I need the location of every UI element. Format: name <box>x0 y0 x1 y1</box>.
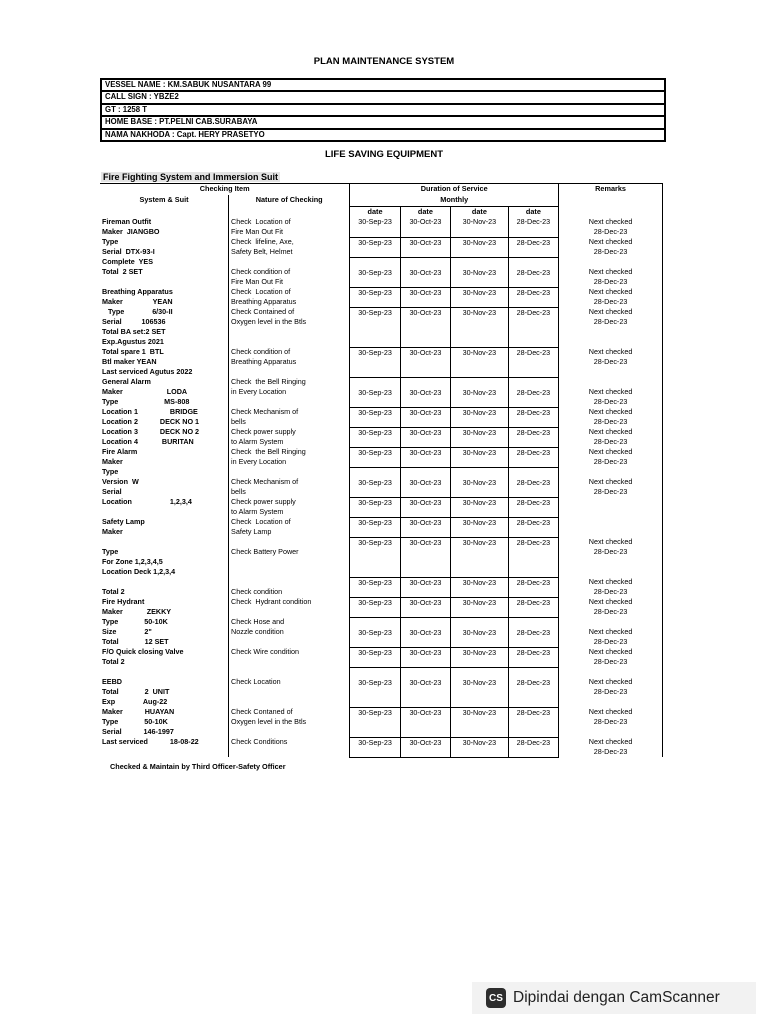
remarks-cell: Next checked 28-Dec-23 <box>559 447 663 467</box>
date-cell: 28-Dec-23 <box>508 237 558 257</box>
date-cell: 28-Dec-23 <box>508 617 558 647</box>
table-row <box>100 307 663 347</box>
nature-cell: Check Battery Power <box>229 537 350 577</box>
date-cell: 28-Dec-23 <box>508 537 558 577</box>
date-header: date <box>508 207 558 218</box>
table-row <box>100 577 663 597</box>
date-cell: 30-Oct-23 <box>400 427 450 447</box>
system-suit-header: System & Suit <box>139 195 189 204</box>
system-cell: EEBD Total 2 UNIT Exp Aug-22 <box>102 677 170 706</box>
date-cell: 28-Dec-23 <box>508 377 558 407</box>
date-cell: 28-Dec-23 <box>508 447 558 467</box>
date-cell: 30-Sep-23 <box>350 347 400 377</box>
date-cell: 30-Nov-23 <box>451 537 509 577</box>
table-heading: Fire Fighting System and Immersion Suit <box>103 172 279 182</box>
date-cell: 30-Sep-23 <box>350 737 400 757</box>
remarks-cell: Next checked 28-Dec-23 <box>559 427 663 447</box>
date-cell: 30-Sep-23 <box>350 407 400 427</box>
date-cell: 30-Oct-23 <box>400 617 450 647</box>
table-row <box>100 707 663 737</box>
nature-cell: Check the Bell Ringing in Every Location <box>229 447 350 467</box>
date-cell: 30-Sep-23 <box>350 707 400 737</box>
document-title: PLAN MAINTENANCE SYSTEM <box>313 56 455 67</box>
table-row <box>100 517 663 537</box>
date-cell: 30-Sep-23 <box>350 427 400 447</box>
date-cell: 30-Oct-23 <box>400 377 450 407</box>
date-cell: 30-Sep-23 <box>350 237 400 257</box>
date-cell: 30-Sep-23 <box>350 467 400 497</box>
date-cell: 30-Oct-23 <box>400 447 450 467</box>
remarks-cell: Next checked 28-Dec-23 <box>559 617 663 647</box>
table-row <box>100 737 663 757</box>
nature-cell: Check lifeline, Axe, Safety Belt, Helmet <box>229 237 350 257</box>
date-cell: 30-Nov-23 <box>451 597 509 617</box>
date-cell: 30-Sep-23 <box>350 667 400 707</box>
date-cell: 30-Nov-23 <box>451 617 509 647</box>
table-row <box>100 377 663 407</box>
remarks-cell: Next checked 28-Dec-23 <box>559 407 663 427</box>
date-cell: 30-Oct-23 <box>400 407 450 427</box>
date-cell: 28-Dec-23 <box>508 737 558 757</box>
section-heading: LIFE SAVING EQUIPMENT <box>324 149 444 160</box>
system-cell: Location 3 DECK NO 2 Location 4 BURITAN <box>102 427 200 446</box>
date-cell: 30-Sep-23 <box>350 537 400 577</box>
remarks-header: Remarks <box>559 184 663 207</box>
date-cell: 30-Nov-23 <box>451 577 509 597</box>
nature-cell: Check Wire condition <box>229 647 350 667</box>
table-row <box>100 347 663 377</box>
nature-cell: Check the Bell Ringing in Every Location <box>229 377 350 407</box>
date-cell: 28-Dec-23 <box>508 597 558 617</box>
date-cell: 28-Dec-23 <box>508 407 558 427</box>
remarks-cell: Next checked 28-Dec-23 <box>559 467 663 497</box>
remarks-cell: Next checked 28-Dec-23 <box>559 647 663 667</box>
date-cell: 30-Oct-23 <box>400 517 450 537</box>
remarks-cell: Next checked 28-Dec-23 <box>559 577 663 597</box>
system-cell: Type For Zone 1,2,3,4,5 Location Deck 1,2,3,4 <box>102 547 176 576</box>
home-base: HOME BASE : PT.PELNI CAB.SURABAYA <box>102 117 664 129</box>
watermark-text: Dipindai dengan CamScanner <box>513 989 720 1006</box>
date-cell: 30-Nov-23 <box>451 467 509 497</box>
nature-cell: Check condition of Fire Man Out Fit <box>229 257 350 287</box>
date-cell: 30-Oct-23 <box>400 537 450 577</box>
footer-signature: Checked & Maintain by Third Officer-Safety Officer <box>110 762 286 771</box>
date-cell: 28-Dec-23 <box>508 517 558 537</box>
table-row <box>100 257 663 287</box>
system-cell: Maker HUAYAN Type 50-10K Serial 146-1997 <box>102 707 175 736</box>
date-cell: 30-Oct-23 <box>400 347 450 377</box>
nature-cell: Check power supply to Alarm System <box>229 427 350 447</box>
system-cell: Fire Hydrant Maker ZEKKY <box>102 597 172 616</box>
nature-cell: Check Conditions <box>229 737 350 757</box>
system-cell: Type 50-10K Size 2" Total 12 SET <box>102 617 169 646</box>
remarks-cell: Next checked 28-Dec-23 <box>559 307 663 347</box>
vessel-name: VESSEL NAME : KM.SABUK NUSANTARA 99 <box>102 80 664 92</box>
table-row <box>100 537 663 577</box>
gross-tonnage: GT : 1258 T <box>102 105 664 117</box>
date-cell: 30-Sep-23 <box>350 257 400 287</box>
maintenance-table <box>100 183 663 758</box>
remarks-cell: Next checked 28-Dec-23 <box>559 707 663 737</box>
date-cell: 30-Nov-23 <box>451 427 509 447</box>
date-cell: 30-Nov-23 <box>451 347 509 377</box>
date-cell: 30-Nov-23 <box>451 307 509 347</box>
nature-cell: Check power supply to Alarm System <box>229 497 350 517</box>
date-cell: 30-Oct-23 <box>400 257 450 287</box>
remarks-cell: Next checked 28-Dec-23 <box>559 737 663 757</box>
date-cell: 28-Dec-23 <box>508 467 558 497</box>
table-row <box>100 237 663 257</box>
date-cell: 30-Nov-23 <box>451 237 509 257</box>
date-cell: 30-Sep-23 <box>350 447 400 467</box>
remarks-cell: Next checked 28-Dec-23 <box>559 287 663 307</box>
duration-header: Duration of Service <box>350 184 559 196</box>
date-cell: 28-Dec-23 <box>508 577 558 597</box>
date-cell: 30-Nov-23 <box>451 667 509 707</box>
nature-cell: Check Mechanism of bells <box>229 467 350 497</box>
remarks-cell: Next checked 28-Dec-23 <box>559 597 663 617</box>
date-header: date <box>400 207 450 218</box>
system-cell: Type 6/30-II Serial 106536 Total BA set:2 SET Exp.Agustus 2021 <box>102 307 173 346</box>
remarks-cell <box>559 517 663 537</box>
date-cell: 30-Oct-23 <box>400 707 450 737</box>
checking-item-header: Checking Item <box>100 184 350 196</box>
nature-cell: Check condition <box>229 577 350 597</box>
vessel-info-box <box>100 78 666 142</box>
table-row <box>100 447 663 467</box>
date-cell: 28-Dec-23 <box>508 307 558 347</box>
system-cell: Breathing Apparatus Maker YEAN <box>102 287 173 306</box>
date-cell: 30-Nov-23 <box>451 287 509 307</box>
date-cell: 30-Nov-23 <box>451 377 509 407</box>
system-cell: Last serviced 18-08-22 <box>102 737 199 746</box>
date-cell: 30-Nov-23 <box>451 447 509 467</box>
nature-cell: Check Location of Breathing Apparatus <box>229 287 350 307</box>
table-row <box>100 467 663 497</box>
system-cell: Location 1,2,3,4 <box>102 497 192 506</box>
nature-cell: Check Contained of Oxygen level in the Btls <box>229 307 350 347</box>
call-sign: CALL SIGN : YBZE2 <box>102 92 664 104</box>
nature-cell: Check Hose and Nozzle condition <box>229 617 350 647</box>
date-cell: 30-Sep-23 <box>350 497 400 517</box>
remarks-cell: Next checked 28-Dec-23 <box>559 537 663 577</box>
date-cell: 30-Oct-23 <box>400 287 450 307</box>
table-row <box>100 497 663 517</box>
date-header: date <box>451 207 509 218</box>
system-cell: Safety Lamp Maker <box>102 517 145 536</box>
date-cell: 30-Oct-23 <box>400 237 450 257</box>
table-row <box>100 407 663 427</box>
date-cell: 28-Dec-23 <box>508 287 558 307</box>
date-cell: 30-Nov-23 <box>451 707 509 737</box>
date-cell: 30-Nov-23 <box>451 497 509 517</box>
date-cell: 28-Dec-23 <box>508 667 558 707</box>
table-row <box>100 287 663 307</box>
remarks-cell: Next checked 28-Dec-23 <box>559 347 663 377</box>
date-cell: 30-Nov-23 <box>451 647 509 667</box>
system-cell: Type Serial DTX-93-I <box>102 237 155 256</box>
nature-header: Nature of Checking <box>229 195 350 207</box>
system-cell: General Alarm Maker LODA Type MS-808 <box>102 377 190 406</box>
date-cell: 28-Dec-23 <box>508 347 558 377</box>
system-cell: Complete YES Total 2 SET <box>102 257 153 276</box>
table-row <box>100 597 663 617</box>
table-row <box>100 217 663 237</box>
table-row <box>100 427 663 447</box>
system-cell: Type Version W Serial <box>102 467 139 496</box>
system-cell: Total spare 1 BTL Btl maker YEAN Last serviced Agutus 2022 <box>102 347 193 376</box>
date-cell: 30-Oct-23 <box>400 217 450 237</box>
system-cell: F/O Quick closing Valve Total 2 <box>102 647 184 666</box>
date-cell: 30-Sep-23 <box>350 517 400 537</box>
date-cell: 30-Sep-23 <box>350 597 400 617</box>
system-cell: Location 1 BRIDGE Location 2 DECK NO 1 <box>102 407 200 426</box>
date-cell: 28-Dec-23 <box>508 217 558 237</box>
nature-cell: Check Location of Fire Man Out Fit <box>229 217 350 237</box>
date-cell: 28-Dec-23 <box>508 647 558 667</box>
camscanner-watermark <box>472 982 756 1014</box>
system-cell: Total 2 <box>102 587 125 596</box>
date-cell: 30-Nov-23 <box>451 407 509 427</box>
date-cell: 28-Dec-23 <box>508 497 558 517</box>
date-cell: 28-Dec-23 <box>508 257 558 287</box>
date-cell: 30-Sep-23 <box>350 307 400 347</box>
nature-cell: Check Hydrant condition <box>229 597 350 617</box>
remarks-cell: Next checked 28-Dec-23 <box>559 257 663 287</box>
date-cell: 30-Oct-23 <box>400 647 450 667</box>
date-cell: 30-Oct-23 <box>400 597 450 617</box>
nature-cell: Check Location <box>229 667 350 707</box>
camscanner-logo-icon: CS <box>486 988 506 1008</box>
date-cell: 30-Sep-23 <box>350 617 400 647</box>
date-cell: 30-Oct-23 <box>400 667 450 707</box>
date-cell: 30-Sep-23 <box>350 577 400 597</box>
remarks-cell: Next checked 28-Dec-23 <box>559 217 663 237</box>
remarks-cell <box>559 497 663 517</box>
date-cell: 28-Dec-23 <box>508 707 558 737</box>
remarks-cell: Next checked 28-Dec-23 <box>559 237 663 257</box>
date-cell: 30-Sep-23 <box>350 217 400 237</box>
date-cell: 30-Oct-23 <box>400 467 450 497</box>
nature-cell: Check condition of Breathing Apparatus <box>229 347 350 377</box>
date-cell: 30-Nov-23 <box>451 257 509 287</box>
table-row <box>100 617 663 647</box>
date-cell: 30-Sep-23 <box>350 377 400 407</box>
remarks-cell: Next checked 28-Dec-23 <box>559 377 663 407</box>
date-cell: 30-Nov-23 <box>451 217 509 237</box>
captain-name: NAMA NAKHODA : Capt. HERY PRASETYO <box>102 130 664 142</box>
remarks-cell: Next checked 28-Dec-23 <box>559 667 663 707</box>
nature-cell: Check Contaned of Oxygen level in the Btls <box>229 707 350 737</box>
date-cell: 30-Nov-23 <box>451 737 509 757</box>
table-row <box>100 667 663 707</box>
system-cell: Fire Alarm Maker <box>102 447 138 466</box>
nature-cell: Check Mechanism of bells <box>229 407 350 427</box>
table-row <box>100 647 663 667</box>
date-cell: 30-Oct-23 <box>400 737 450 757</box>
date-cell: 30-Oct-23 <box>400 577 450 597</box>
system-cell: Fireman Outfit Maker JIANGBO <box>102 217 160 236</box>
date-cell: 28-Dec-23 <box>508 427 558 447</box>
date-cell: 30-Oct-23 <box>400 497 450 517</box>
nature-cell: Check Location of Safety Lamp <box>229 517 350 537</box>
date-header: date <box>350 207 400 218</box>
date-cell: 30-Oct-23 <box>400 307 450 347</box>
date-cell: 30-Nov-23 <box>451 517 509 537</box>
monthly-header: Monthly <box>350 195 559 207</box>
date-cell: 30-Sep-23 <box>350 647 400 667</box>
date-cell: 30-Sep-23 <box>350 287 400 307</box>
